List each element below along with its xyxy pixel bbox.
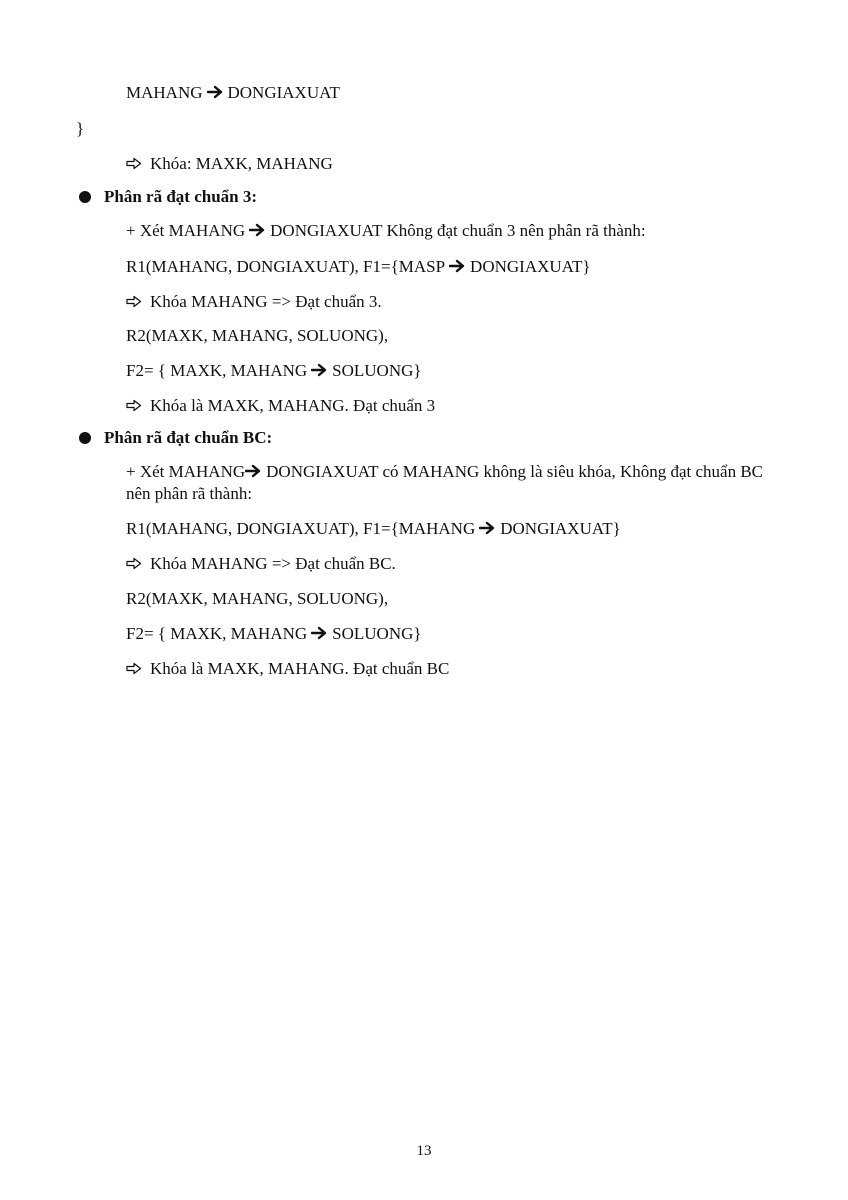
closing-brace: } <box>76 119 85 138</box>
s1-r2-key-line: Khóa là MAXK, MAHANG. Đạt chuẩn 3 <box>126 396 435 416</box>
s1-r2-line: R2(MAXK, MAHANG, SOLUONG), <box>126 326 389 345</box>
right-arrow-icon <box>311 626 328 640</box>
key-line: Khóa: MAXK, MAHANG <box>126 154 333 174</box>
section-heading-bcnf: Phân rã đạt chuẩn BC: <box>104 428 273 447</box>
hollow-right-arrow-icon <box>126 295 142 308</box>
s2-f2-line: F2= { MAXK, MAHANG SOLUONG} <box>126 624 422 643</box>
s2-consider-paragraph: + Xét MAHANG DONGIAXUAT có MAHANG không là siêu khóa, Không đạt chuẩn BC nên phân rã thành: <box>126 462 764 503</box>
s2-r2-line: R2(MAXK, MAHANG, SOLUONG), <box>126 589 389 608</box>
s1-f2-line: F2= { MAXK, MAHANG SOLUONG} <box>126 361 422 380</box>
bullet-icon <box>79 191 91 203</box>
right-arrow-icon <box>479 521 496 535</box>
right-arrow-icon <box>249 223 266 237</box>
s2-r1-key-line: Khóa MAHANG => Đạt chuẩn BC. <box>126 554 396 574</box>
hollow-right-arrow-icon <box>126 662 142 675</box>
s1-r1-key-line: Khóa MAHANG => Đạt chuẩn 3. <box>126 292 382 312</box>
section-heading-3nf: Phân rã đạt chuẩn 3: <box>104 187 258 206</box>
s2-r2-key-line: Khóa là MAXK, MAHANG. Đạt chuẩn BC <box>126 659 449 679</box>
right-arrow-icon <box>245 464 262 478</box>
right-arrow-icon <box>207 85 224 99</box>
page-number: 13 <box>416 1143 432 1159</box>
right-arrow-icon <box>449 259 466 273</box>
hollow-right-arrow-icon <box>126 557 142 570</box>
s1-consider-line: + Xét MAHANG DONGIAXUAT Không đạt chuẩn 3 nên phân rã thành: <box>126 221 646 240</box>
hollow-right-arrow-icon <box>126 399 142 412</box>
s1-r1-line: R1(MAHANG, DONGIAXUAT), F1={MASP DONGIAXUAT} <box>126 257 591 276</box>
right-arrow-icon <box>311 363 328 377</box>
s2-r1-line: R1(MAHANG, DONGIAXUAT), F1={MAHANG DONGIAXUAT} <box>126 519 621 538</box>
bullet-icon <box>79 432 91 444</box>
fd-mahang-dongiaxuat: MAHANG DONGIAXUAT <box>126 83 340 102</box>
hollow-right-arrow-icon <box>126 157 142 170</box>
